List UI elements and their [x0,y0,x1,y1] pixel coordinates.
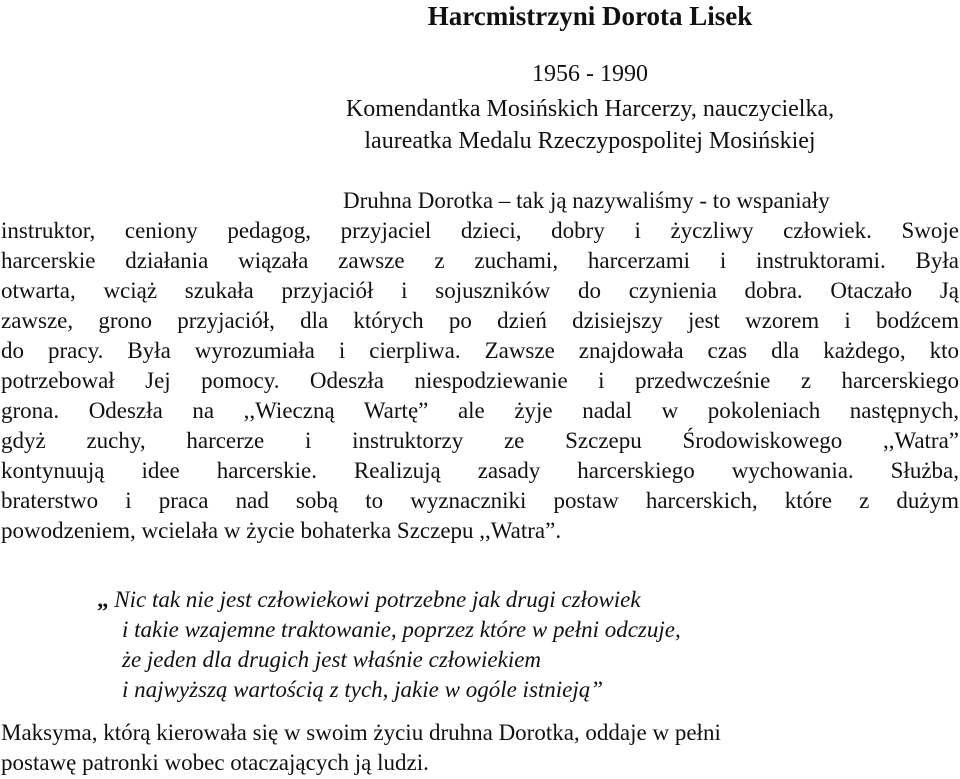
closing-line-2: postawę patronki wobec otaczających ją ludzi. [1,750,429,775]
role-line-1: Komendantka Mosińskich Harcerzy, nauczycielka, [345,96,835,122]
quote-line-1-text: Nic tak nie jest człowiekowi potrzebne jak drugi człowiek [108,587,641,612]
biography-paragraph [1,186,959,546]
biography-line-12: powodzeniem, wcielała w życie bohaterka Szczepu ,,Watra”. [1,518,562,543]
biography-line-3: harcerskie działania wiązała zawsze z zuchami, harcerzami i instruktorami. Była [1,248,959,273]
biography-line-2: instruktor, ceniony pedagog, przyjaciel dzieci, dobry i życzliwy człowiek. Swoje [1,218,959,243]
maxim-quote [0,585,960,705]
quote-line-3: że jeden dla drugich jest właśnie człowiekiem [122,647,542,672]
quote-line-1 [0,585,960,615]
biography-line-1: Druhna Dorotka – tak ją nazywaliśmy - to wspaniały [343,188,830,213]
page-title: Harcmistrzyni Dorota Lisek [427,1,753,31]
closing-line-1: Maksyma, którą kierowała się w swoim życiu druhna Dorotka, oddaje w pełni [1,720,721,745]
biography-line-6: do pracy. Była wyrozumiała i cierpliwa. Zawsze znajdowała czas dla każdego, kto [1,338,959,363]
life-years: 1956 - 1990 [532,61,648,87]
biography-line-11: braterstwo i praca nad sobą to wyznaczniki postaw harcerskich, które z dużym [1,488,959,513]
biography-line-10: kontynuują idee harcerskie. Realizują zasady harcerskiego wychowania. Służba, [1,458,959,483]
biography-line-7: potrzebował Jej pomocy. Odeszła niespodziewanie i przedwcześnie z harcerskiego [1,368,959,393]
biography-line-4: otwarta, wciąż szukała przyjaciół i sojuszników do czynienia dobra. Otaczało Ją [1,278,959,303]
quote-line-4: i najwyższą wartością z tych, jakie w ogóle istnieją” [122,677,604,702]
role-line-2: laureatka Medalu Rzeczypospolitej Mosińskiej [364,128,816,154]
biography-line-9: gdyż zuchy, harcerze i instruktorzy ze Szczepu Środowiskowego ,,Watra” [1,428,959,453]
quote-line-2: i takie wzajemne traktowanie, poprzez które w pełni odczuje, [122,617,681,642]
biography-line-5: zawsze, grono przyjaciół, dla których po dzień dzisiejszy jest wzorem i bodźcem [1,308,959,333]
closing-paragraph [1,718,959,778]
quote-open-mark: „ [97,587,109,612]
biography-line-8: grona. Odeszła na ,,Wieczną Wartę” ale żyje nadal w pokoleniach następnych, [1,398,959,423]
